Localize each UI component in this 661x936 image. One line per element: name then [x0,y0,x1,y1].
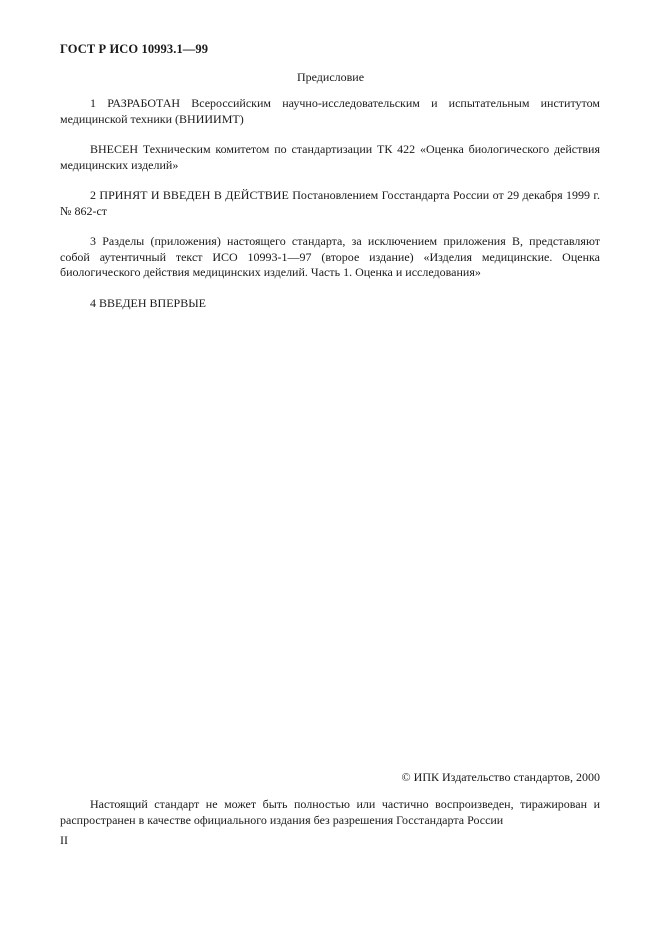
paragraph-first-introduced: 4 ВВЕДЕН ВПЕРВЫЕ [90,295,206,310]
paragraph-adopted: 2 ПРИНЯТ И ВВЕДЕН В ДЕЙСТВИЕ Постановлением Госстандарта России от 29 декабря 1999 г. № 862-ст [60,188,600,218]
reproduction-notice: Настоящий стандарт не может быть полностью или частично воспроизведен, тиражирован и распространен в качестве официального издания без разрешения Госстандарта России [60,797,600,827]
standard-code-header: ГОСТ Р ИСО 10993.1—99 [60,42,209,56]
copyright-line: © ИПК Издательство стандартов, 2000 [401,770,600,784]
page-number: II [60,833,68,847]
preface-body [60,96,600,326]
page-title: Предисловие [296,70,365,84]
paragraph-introduced-by: ВНЕСЕН Техническим комитетом по стандартизации ТК 422 «Оценка биологического действия медицинских изделий» [60,142,600,172]
paragraph-sections: 3 Разделы (приложения) настоящего стандарта, за исключением приложения В, представляют собой аутентичный текст ИСО 10993-1—97 (второе издание) «Изделия медицинские. Оценка биологического действия медицинских изделий. Часть 1. Оценка и исследования» [60,234,600,279]
paragraph-developed-by: 1 РАЗРАБОТАН Всероссийским научно-исследовательским и испытательным институтом медицинской техники (ВНИИИМТ) [60,96,600,126]
